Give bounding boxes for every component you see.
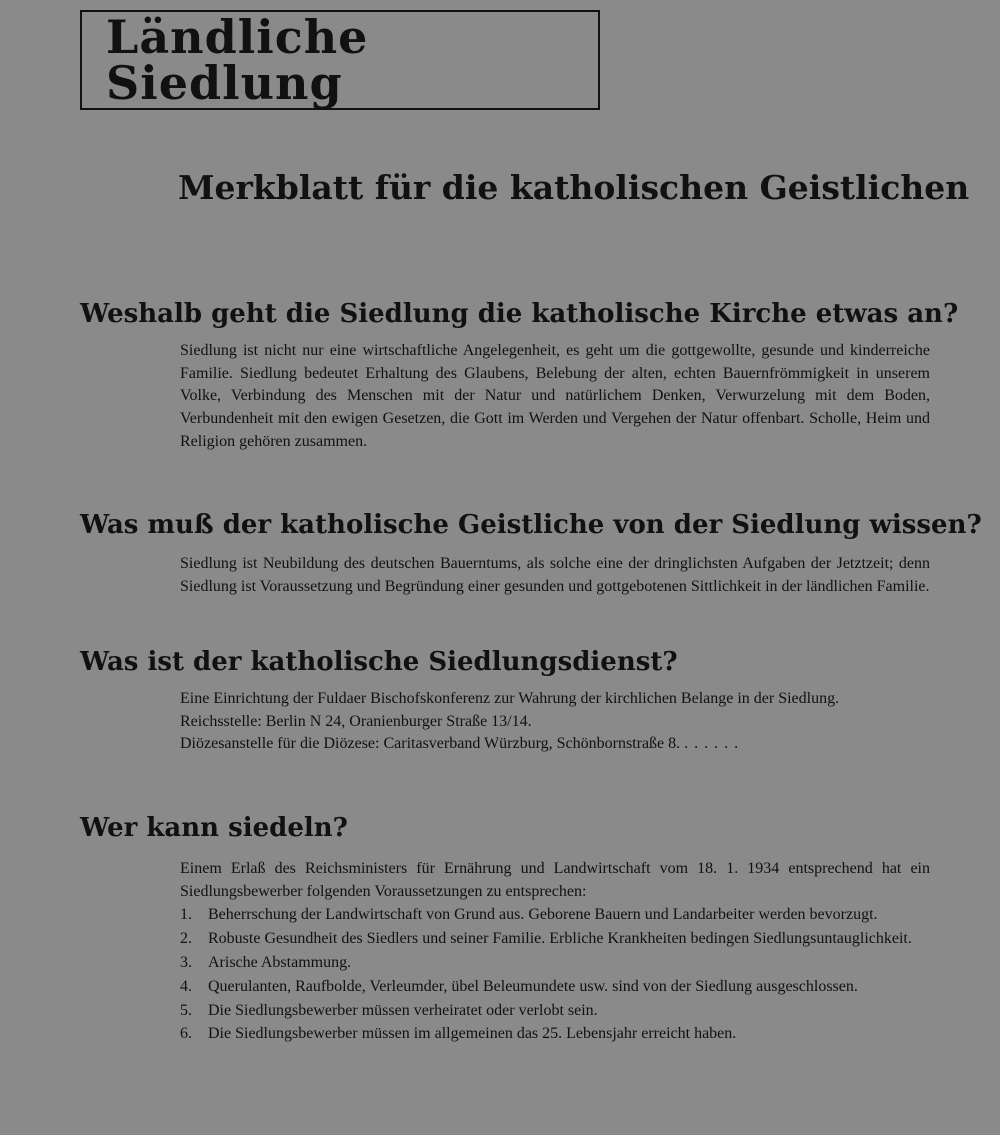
list-item (180, 1023, 930, 1046)
section-heading: Was ist der katholische Siedlungsdienst? (80, 647, 678, 677)
section-paragraph: Siedlung ist nicht nur eine wirtschaftliche Angelegenheit, es geht um die gottgewollte, gesunde und kinderreiche Familie. Siedlung bedeutet Erhaltung des Glaubens, Belebung der alten, echten Bauernfrömmigkeit in unserem Volke, Verbindung des Menschen mit der Natur und natürlichem Denken, Verwurzelung mit dem Boden, Verbundenheit mit den ewigen Gesetzen, die Gott im Werden und Vergehen der Natur offenbart. Scholle, Heim und Religion gehören zusammen. (180, 341, 930, 451)
list-number: 1. (180, 906, 192, 924)
list-text: Arische Abstammung. (208, 954, 352, 972)
section-paragraph: Eine Einrichtung der Fuldaer Bischofskonferenz zur Wahrung der kirchlichen Belange in der Siedlung. (180, 689, 840, 707)
list-number: 3. (180, 954, 192, 972)
section-heading: Weshalb geht die Siedlung die katholische Kirche etwas an? (80, 299, 959, 329)
dioezesanstelle-line (180, 733, 930, 756)
list-text: Robuste Gesundheit des Siedlers und seiner Familie. Erbliche Krankheiten bedingen Siedlungsuntauglichkeit. (208, 930, 912, 948)
list-number: 6. (180, 1025, 192, 1043)
list-item (180, 904, 930, 927)
reichsstelle-address: Reichsstelle: Berlin N 24, Oranienburger Straße 13/14. (180, 712, 532, 730)
list-item (180, 1000, 930, 1023)
section-body (180, 340, 930, 454)
fill-dots: ...... (684, 735, 745, 753)
section-heading: Was muß der katholische Geistliche von der Siedlung wissen? (80, 510, 982, 540)
list-item (180, 928, 930, 951)
section-intro: Einem Erlaß des Reichsministers für Ernährung und Landwirtschaft vom 18. 1. 1934 entsprechend hat ein Siedlungsbewerber folgenden Voraussetzungen zu entsprechen: (180, 859, 930, 900)
requirements-list (180, 904, 930, 1046)
section-siedlungsdienst (80, 648, 930, 756)
section-body (180, 688, 930, 756)
document-subtitle: Merkblatt für die katholischen Geistlichen (178, 168, 970, 207)
document-title: Ländliche Siedlung (106, 10, 369, 110)
section-what-to-know (80, 510, 982, 598)
list-number: 4. (180, 977, 192, 995)
list-text: Beherrschung der Landwirtschaft von Grund aus. Geborene Bauern und Landarbeiter werden bevorzugt. (208, 906, 878, 924)
section-why-church (80, 299, 959, 454)
list-text: Die Siedlungsbewerber müssen im allgemeinen das 25. Lebensjahr erreicht haben. (208, 1025, 737, 1043)
section-paragraph: Siedlung ist Neubildung des deutschen Bauerntums, als solche eine der dringlichsten Aufgaben der Jetztzeit; denn Siedlung ist Voraussetzung und Begründung einer gesunden und gottgebotenen Sittlichkeit in der ländlichen Familie. (180, 554, 930, 595)
list-item (180, 976, 930, 999)
section-who-can-settle (80, 814, 930, 1046)
list-number: 2. (180, 930, 192, 948)
list-number: 5. (180, 1001, 192, 1019)
title-box (80, 10, 600, 110)
section-body (180, 858, 930, 1046)
list-text: Die Siedlungsbewerber müssen verheiratet oder verlobt sein. (208, 1001, 598, 1019)
list-text: Querulanten, Raufbolde, Verleumder, übel Beleumundete usw. sind von der Siedlung ausgeschlossen. (208, 977, 858, 995)
section-body (180, 553, 930, 599)
dioezesanstelle-address: Diözesanstelle für die Diözese: Caritasverband Würzburg, Schönbornstraße 8. (180, 735, 681, 753)
section-heading: Wer kann siedeln? (80, 813, 348, 843)
list-item (180, 952, 930, 975)
